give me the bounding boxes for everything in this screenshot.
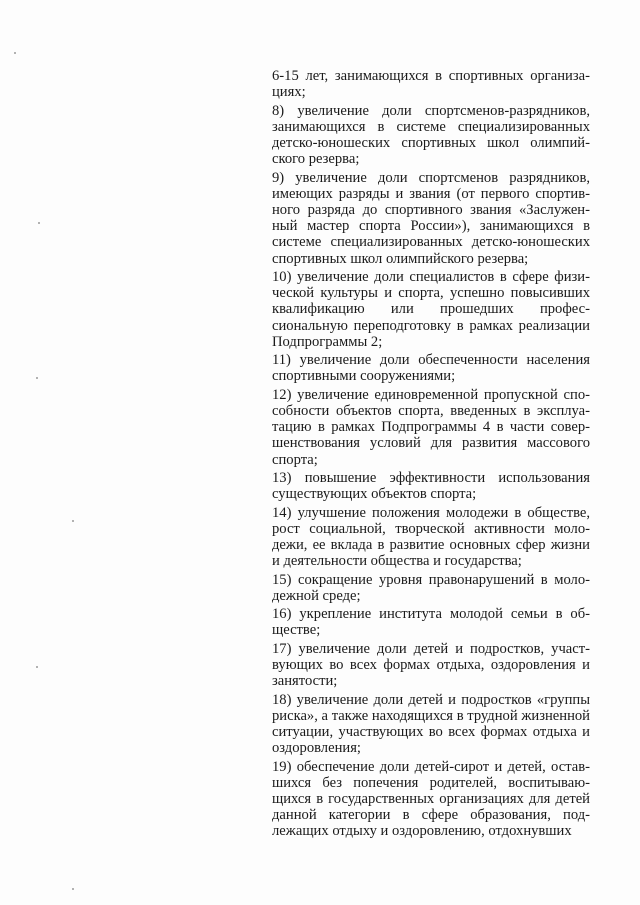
scan-speck [72, 520, 74, 522]
list-item-10: 10) увеличение доли специалистов в сфере физической культуры и спорта, успешно повысивших квалификацию или прошедших профессиональную переподготовку в рамках реализации Подпрограммы 2; [272, 269, 590, 350]
scan-speck [36, 377, 38, 379]
list-item-11: 11) увеличение доли обеспеченности населения спортивными сооружениями; [272, 352, 590, 385]
list-item-8: 8) увеличение доли спортсменов-разрядников, занимающихся в системе специализированных детско-юношеских спортивных школ олимпийского резерва; [272, 102, 590, 168]
scan-speck [36, 666, 38, 668]
scan-speck [38, 222, 40, 224]
document-body [272, 68, 590, 842]
list-item-19: 19) обеспечение доли детей-сирот и детей, оставшихся без попечения родителей, воспитывающихся в государственных организациях для детей данной категории в сфере образования, подлежащих отдыху и оздоровлению, отдохнувших [272, 758, 590, 840]
paragraph-continuation: 6-15 лет, занимающихся в спортивных организациях; [272, 68, 590, 101]
list-item-18: 18) увеличение доли детей и подростков «группы риска», а также находящихся в трудной жизненной ситуации, участвующих во всех формах отдыха и оздоровления; [272, 691, 590, 757]
list-item-16: 16) укрепление института молодой семьи в обществе; [272, 606, 590, 639]
scan-speck [14, 52, 16, 54]
list-item-12: 12) увеличение единовременной пропускной способности объектов спорта, введенных в эксплуатацию в рамках Подпрограммы 4 в части совершенствования условий для развития массового спорта; [272, 386, 590, 468]
list-item-14: 14) улучшение положения молодежи в обществе, рост социальной, творческой активности молодежи, ее вклада в развитие основных сфер жизни и деятельности общества и государства; [272, 504, 590, 570]
list-item-15: 15) сокращение уровня правонарушений в молодежной среде; [272, 571, 590, 604]
list-item-13: 13) повышение эффективности использования существующих объектов спорта; [272, 470, 590, 503]
list-item-9: 9) увеличение доли спортсменов разрядников, имеющих разряды и звания (от первого спортивного разряда до спортивного звания «Заслуженный мастер спорта России»), занимающихся в системе специализированных детско-юношеских спортивных школ олимпийского резерва; [272, 169, 590, 267]
scan-speck [72, 888, 74, 890]
list-item-17: 17) увеличение доли детей и подростков, участвующих во всех формах отдыха, оздоровления и занятости; [272, 640, 590, 690]
